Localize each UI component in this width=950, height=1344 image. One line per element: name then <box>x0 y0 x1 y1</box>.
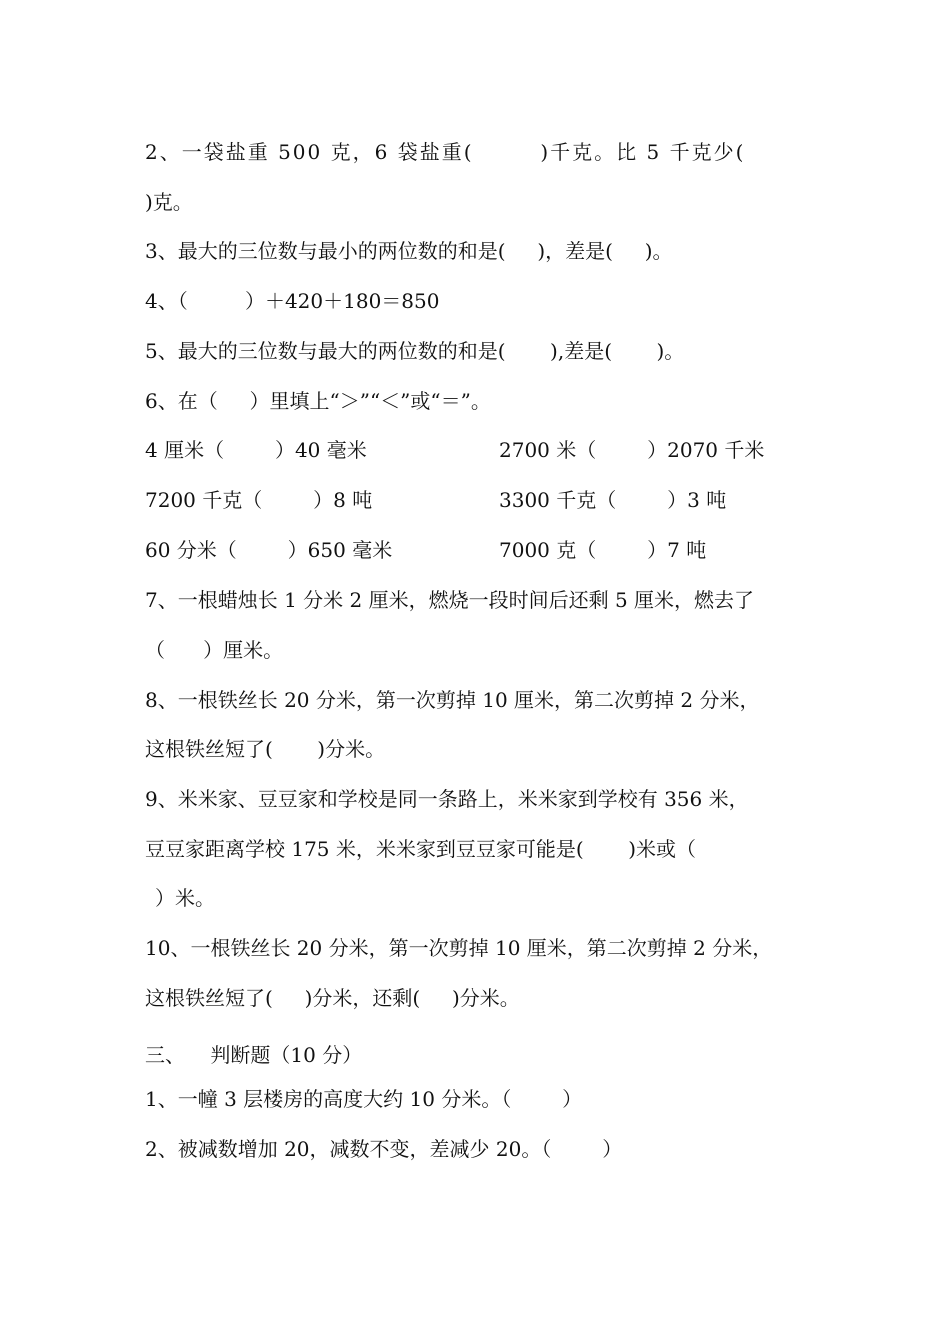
question-8-line-2: 这根铁丝短了( )分米。 <box>145 737 386 761</box>
question-5: 5、最大的三位数与最大的两位数的和是( ),差是( )。 <box>145 339 685 363</box>
question-9-line-3: ）米。 <box>155 886 215 910</box>
question-9-line-1: 9、米米家、豆豆家和学校是同一条路上，米米家到学校有 356 米， <box>145 787 749 811</box>
question-6-row-1-right: 2700 米（ ）2070 千米 <box>499 438 765 462</box>
question-6-row-2-left: 7200 千克（ ）8 吨 <box>145 488 373 512</box>
question-2-line-2: )克。 <box>145 190 193 214</box>
judgement-1: 1、一幢 3 层楼房的高度大约 10 分米。（ ） <box>145 1087 583 1111</box>
question-7-line-1: 7、一根蜡烛长 1 分米 2 厘米，燃烧一段时间后还剩 5 厘米，燃去了 <box>145 588 755 612</box>
question-6: 6、在（ ）里填上“＞”“＜”或“＝”。 <box>145 389 491 413</box>
section-3-heading: 三、 判断题（10 分） <box>145 1043 363 1067</box>
question-8-line-1: 8、一根铁丝长 20 分米，第一次剪掉 10 厘米，第二次剪掉 2 分米， <box>145 688 760 712</box>
question-6-row-1-left: 4 厘米（ ）40 毫米 <box>145 438 367 462</box>
question-10-line-2: 这根铁丝短了( )分米，还剩( )分米。 <box>145 986 520 1010</box>
question-6-row-2-right: 3300 千克（ ）3 吨 <box>499 488 727 512</box>
question-2-line-1: 2、一袋盐重 500 克，6 袋盐重( )千克。比 5 千克少( <box>145 140 746 164</box>
judgement-2: 2、被减数增加 20，减数不变，差减少 20。（ ） <box>145 1137 623 1161</box>
question-6-row-3-left: 60 分米（ ）650 毫米 <box>145 538 393 562</box>
question-7-line-2: （ ）厘米。 <box>145 638 284 662</box>
question-6-row-3-right: 7000 克（ ）7 吨 <box>499 538 707 562</box>
question-9-line-2: 豆豆家距离学校 175 米，米米家到豆豆家可能是( )米或（ <box>145 837 696 861</box>
question-4: 4、（ ）＋420＋180＝850 <box>145 289 440 313</box>
question-10-line-1: 10、一根铁丝长 20 分米，第一次剪掉 10 厘米，第二次剪掉 2 分米， <box>145 936 773 960</box>
question-3: 3、最大的三位数与最小的两位数的和是( )，差是( )。 <box>145 239 673 263</box>
